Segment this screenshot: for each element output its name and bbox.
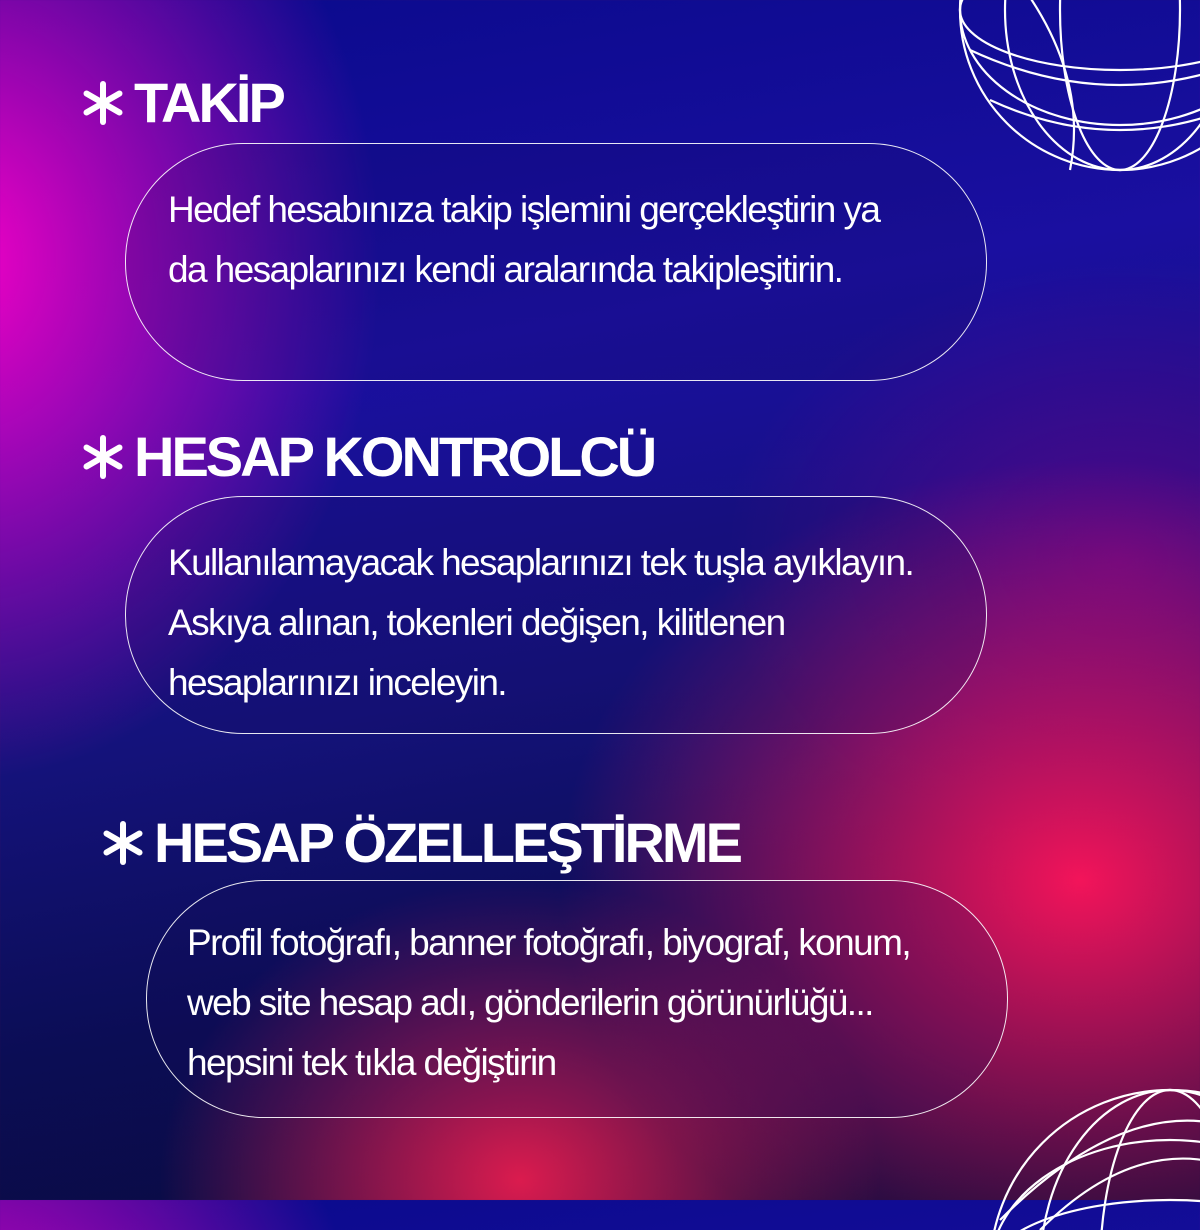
section-heading-takip (80, 70, 283, 135)
feature-card-hesap-kontrolcu (125, 496, 987, 734)
feature-card-hesap-ozellestirme (146, 880, 1008, 1118)
feature-card-takip (125, 143, 987, 381)
section-title: HESAP ÖZELLEŞTİRME (154, 811, 740, 874)
section-description: Profil fotoğrafı, banner fotoğrafı, biyograf, konum, web site hesap adı, gönderilerin görünürlüğü... hepsini tek tıkla değiştirin (187, 922, 911, 1083)
asterisk-icon (80, 80, 126, 126)
section-heading-hesap-kontrolcu (80, 424, 654, 489)
wireframe-globe-icon (980, 1070, 1200, 1230)
section-description: Kullanılamayacak hesaplarınızı tek tuşla ayıklayın. Askıya alınan, tokenleri değişen, kilitlenen hesaplarınızı inceleyin. (168, 542, 914, 703)
section-title: HESAP KONTROLCÜ (134, 425, 655, 488)
section-heading-hesap-ozellestirme (100, 810, 740, 875)
wireframe-globe-icon (950, 0, 1200, 180)
asterisk-icon (100, 820, 146, 866)
section-title: TAKİP (134, 71, 283, 134)
asterisk-icon (80, 434, 126, 480)
section-description: Hedef hesabınıza takip işlemini gerçekleştirin ya da hesaplarınızı kendi aralarında takipleşitirin. (168, 189, 880, 290)
